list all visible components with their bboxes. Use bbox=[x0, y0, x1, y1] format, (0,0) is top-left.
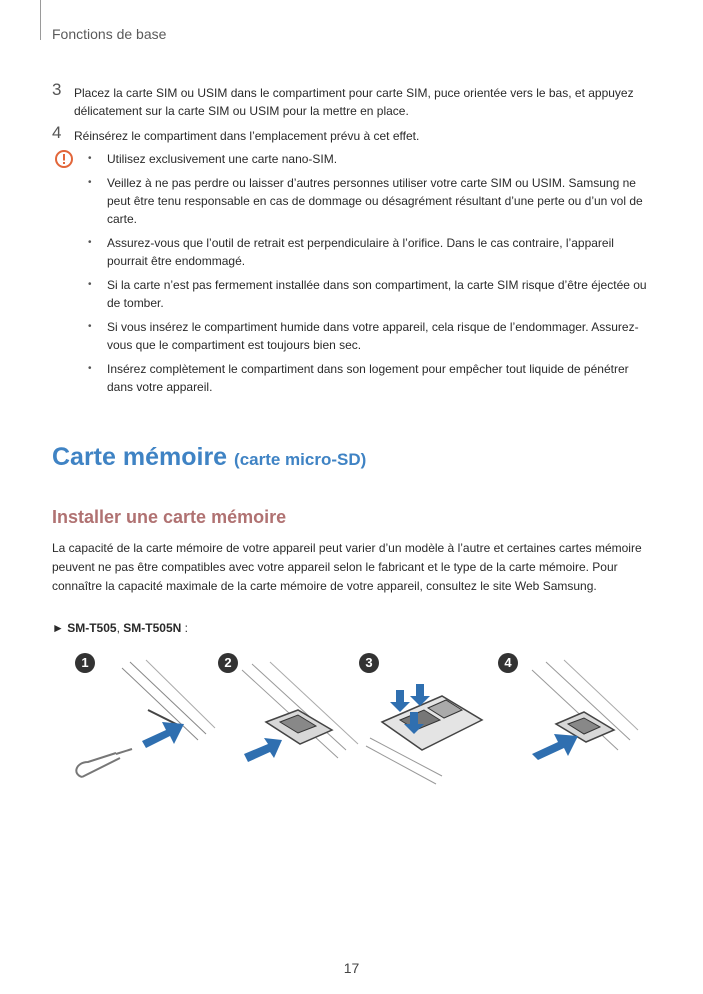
insert-arrow-icon bbox=[142, 722, 184, 748]
model-name: SM-T505N bbox=[123, 621, 182, 635]
step-number: 3 bbox=[52, 80, 62, 99]
section-title-sub: (carte micro-SD) bbox=[234, 450, 367, 469]
figure-step-badge: 1 bbox=[75, 653, 95, 673]
model-separator: , bbox=[116, 621, 124, 635]
step-text: Réinsérez le compartiment dans l’emplacement prévu à cet effet. bbox=[74, 129, 420, 143]
header-rule bbox=[40, 0, 41, 40]
warning-list bbox=[88, 150, 648, 402]
figure-step-badge: 3 bbox=[359, 653, 379, 673]
section-title bbox=[52, 443, 366, 472]
installation-illustration bbox=[70, 650, 640, 790]
figure-step-badge: 4 bbox=[498, 653, 518, 673]
header-title: Fonctions de base bbox=[52, 26, 167, 42]
step-number: 4 bbox=[52, 123, 62, 142]
warning-item: • Assurez-vous que l’outil de retrait est perpendiculaire à l’orifice. Dans le cas contraire, l’appareil pourrait être endommagé. bbox=[88, 234, 648, 270]
warning-icon bbox=[55, 150, 73, 168]
model-line bbox=[52, 619, 188, 637]
warning-item: • Si vous insérez le compartiment humide dans votre appareil, cela risque de l’endommager. Assurez-vous que le compartiment est toujours bien sec. bbox=[88, 318, 648, 354]
intro-paragraph: La capacité de la carte mémoire de votre appareil peut varier d’un modèle à l’autre et certaines cartes mémoire peuvent ne pas être compatibles avec votre appareil selon le fabricant et le type de la carte mémoire. Pour connaître la capacité maximale de la carte mémoire de votre appareil, consultez le site Web Samsung. bbox=[52, 541, 642, 593]
pull-arrow-icon bbox=[244, 738, 282, 762]
insert-arrow-icon bbox=[532, 734, 578, 760]
page-number: 17 bbox=[343, 960, 360, 976]
figure-step-badge: 2 bbox=[218, 653, 238, 673]
section-title-main: Carte mémoire bbox=[52, 443, 228, 471]
subsection-title: Installer une carte mémoire bbox=[52, 507, 287, 527]
step-text: Placez la carte SIM ou USIM dans le compartiment pour carte SIM, puce orientée vers le bas, et appuyez délicatement sur la carte SIM ou USIM pour la mettre en place. bbox=[74, 86, 634, 118]
panel-1-drawing bbox=[76, 660, 215, 777]
panel-2-drawing bbox=[242, 662, 358, 762]
device-drawings bbox=[70, 650, 640, 790]
warning-item: • Veillez à ne pas perdre ou laisser d’autres personnes utiliser votre carte SIM ou USIM. Samsung ne peut être tenu responsable en cas de dommage ou désagrément résultant d’une perte ou d’un vol de carte. bbox=[88, 174, 648, 228]
panel-3-drawing bbox=[366, 684, 482, 784]
warning-item: • Insérez complètement le compartiment dans son logement pour empêcher tout liquide de pénétrer dans votre appareil. bbox=[88, 360, 648, 396]
panel-4-drawing bbox=[532, 660, 638, 760]
down-arrow-icon bbox=[390, 690, 410, 712]
arrow-icon: ► bbox=[52, 621, 64, 635]
warning-item: • Utilisez exclusivement une carte nano-SIM. bbox=[88, 150, 648, 168]
model-name: SM-T505 bbox=[67, 621, 117, 635]
model-suffix: : bbox=[181, 621, 188, 635]
warning-item: • Si la carte n’est pas fermement installée dans son compartiment, la carte SIM risque d’être éjectée ou de tomber. bbox=[88, 276, 648, 312]
